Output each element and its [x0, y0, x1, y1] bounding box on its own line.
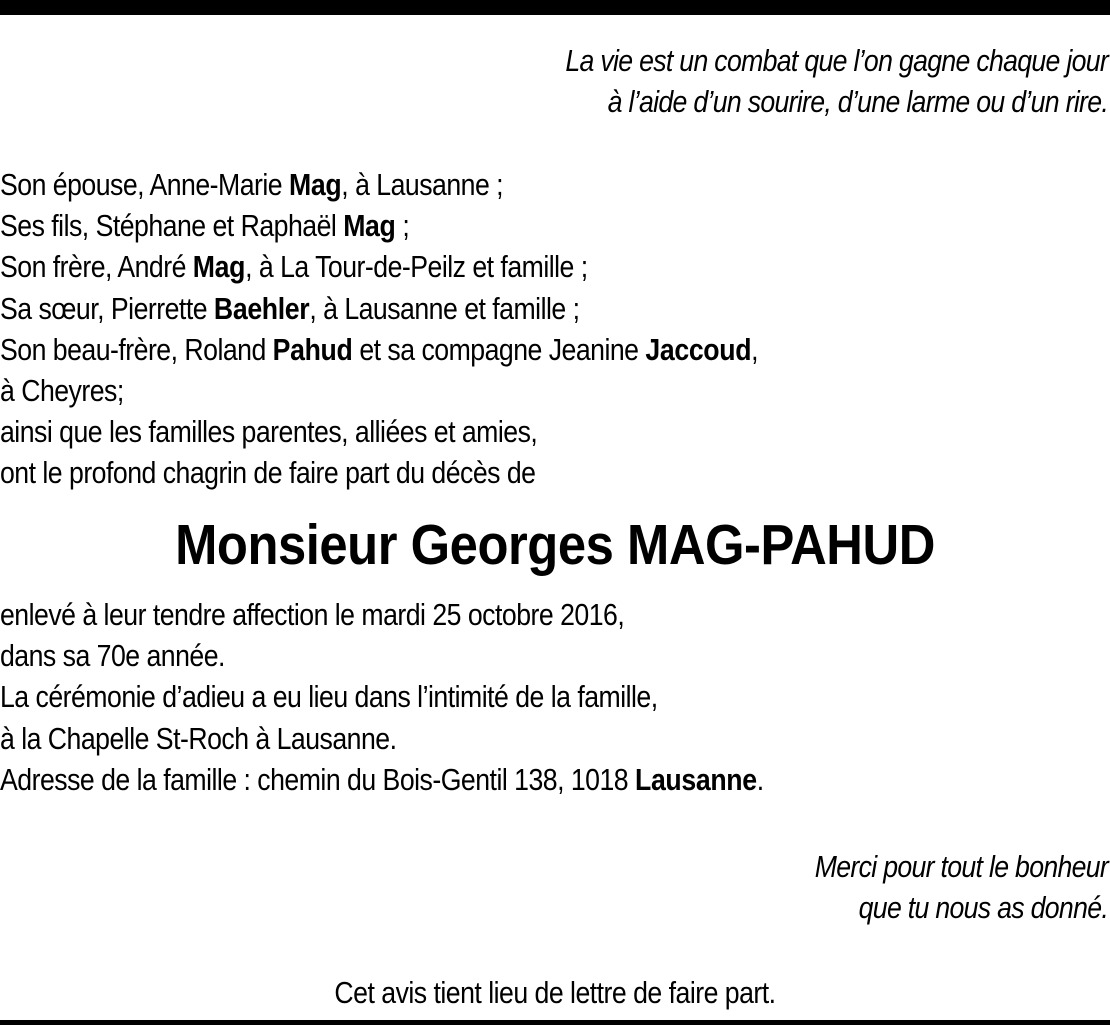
family-line-text: , à Lausanne ;	[341, 167, 504, 202]
address-text: .	[756, 761, 764, 797]
opening-quote	[565, 40, 1108, 122]
bottom-rule	[0, 1020, 1110, 1025]
family-list	[0, 164, 1015, 494]
family-line-text: ;	[395, 208, 410, 244]
family-line-announcement: ont le profond chagrin de faire part du décès de	[0, 455, 536, 491]
family-line-text: , à La Tour-de-Peilz et famille ;	[245, 249, 588, 285]
family-surname: Mag	[343, 208, 396, 244]
family-surname: Mag	[192, 249, 246, 285]
details-line-ceremony: La cérémonie d’adieu a eu lieu dans l’intimité de la famille,	[0, 679, 658, 715]
family-line-text: ,	[751, 331, 759, 367]
family-line-relatives: ainsi que les familles parentes, alliées et amies,	[0, 414, 538, 450]
family-line-brother	[0, 246, 1015, 287]
details-line-age: dans sa 70e année.	[0, 638, 225, 674]
address-text: Adresse de la famille : chemin du Bois-Gentil 138, 1018	[0, 761, 636, 797]
family-line-text: et sa compagne Jeanine	[352, 331, 646, 367]
address-city: Lausanne	[635, 761, 757, 797]
family-line-brother-in-law	[0, 329, 1015, 370]
family-line-text: Son frère, André	[0, 249, 193, 285]
details-line-date: enlevé à leur tendre affection le mardi 25 octobre 2016,	[0, 597, 625, 632]
family-line-text: Ses fils, Stéphane et Raphaël	[0, 208, 344, 244]
closing-quote-line-2: que tu nous as donné.	[858, 890, 1108, 925]
deceased-name-heading: Monsieur Georges MAG-PAHUD	[175, 513, 935, 577]
closing-notice: Cet avis tient lieu de lettre de faire part.	[334, 975, 776, 1010]
family-line-sons	[0, 205, 1015, 246]
closing-quote	[815, 846, 1108, 928]
opening-quote-line-2: à l’aide d’un sourire, d’une larme ou d’un rire.	[607, 84, 1108, 119]
opening-quote-line-1: La vie est un combat que l’on gagne chaque jour	[565, 43, 1108, 78]
family-line-spouse	[0, 164, 1015, 205]
family-surname: Baehler	[213, 290, 310, 326]
family-line-text: Son épouse, Anne-Marie	[0, 167, 290, 202]
family-surname: Jaccoud	[645, 331, 752, 367]
family-surname: Mag	[289, 167, 342, 202]
family-surname: Pahud	[272, 331, 353, 367]
top-rule	[0, 0, 1110, 15]
family-line-location: à Cheyres;	[0, 373, 124, 409]
details-line-address	[0, 759, 1015, 800]
death-details	[0, 594, 1015, 800]
family-line-text: , à Lausanne et famille ;	[309, 290, 580, 326]
family-line-text: Son beau-frère, Roland	[0, 331, 273, 367]
closing-quote-line-1: Merci pour tout le bonheur	[814, 849, 1108, 884]
family-line-sister	[0, 288, 1015, 329]
family-line-text: Sa sœur, Pierrette	[0, 290, 214, 326]
details-line-chapel: à la Chapelle St-Roch à Lausanne.	[0, 720, 397, 756]
